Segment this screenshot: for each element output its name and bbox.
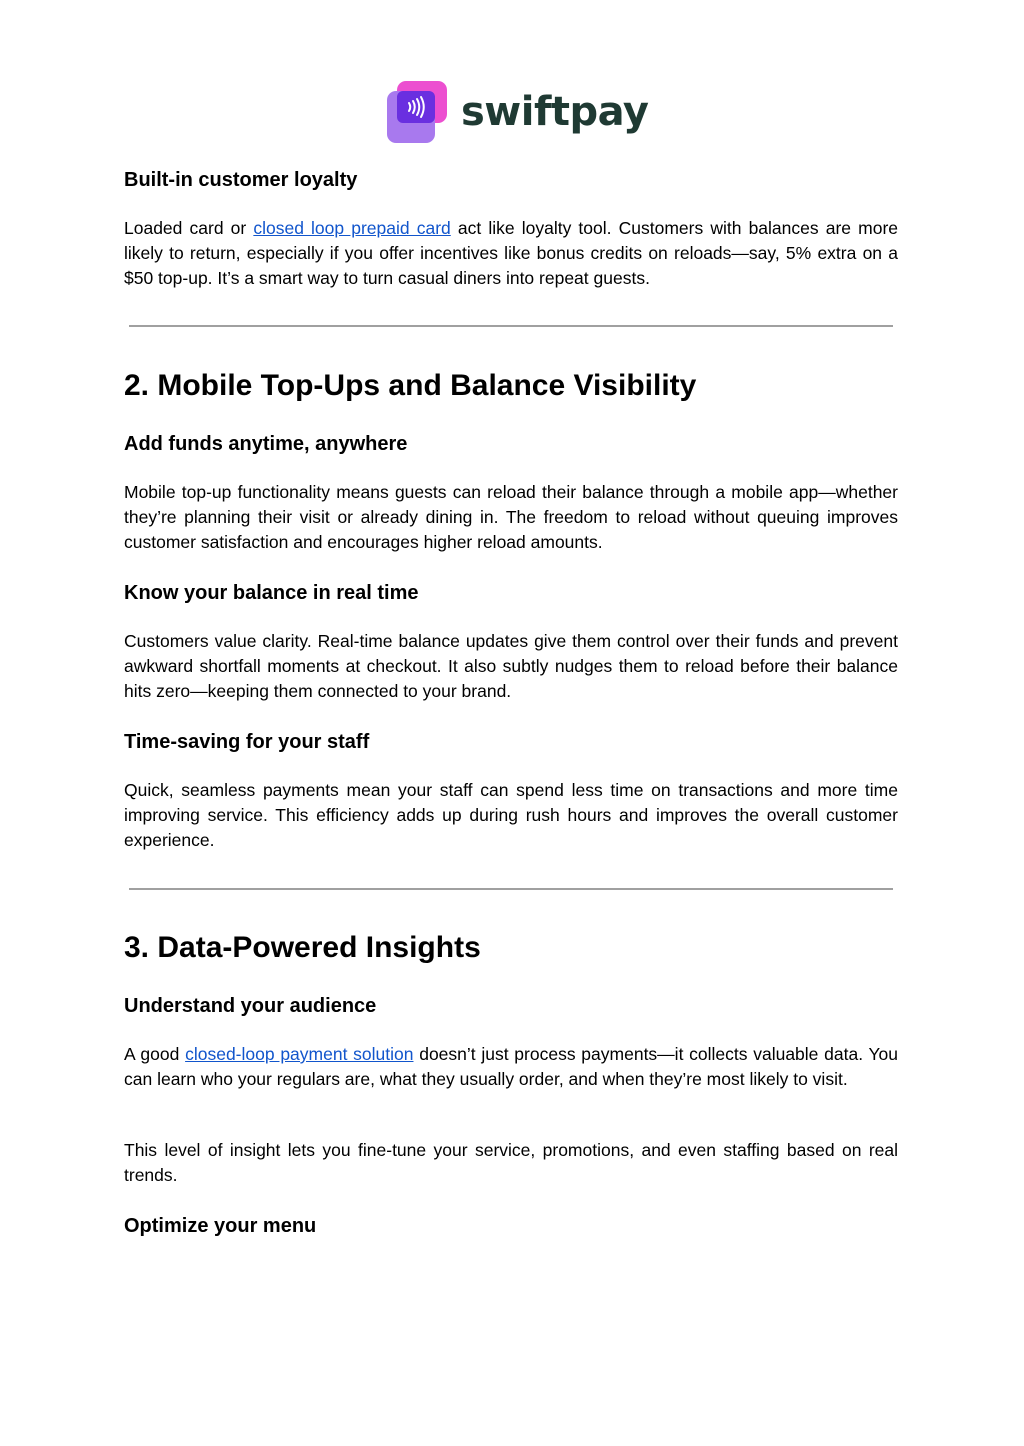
balance-realtime-heading: Know your balance in real time xyxy=(124,582,419,604)
brand-name: swiftpay xyxy=(461,89,649,135)
closed-loop-prepaid-card-link[interactable]: closed loop prepaid card xyxy=(253,218,451,238)
balance-realtime-paragraph: Customers value clarity. Real-time balance updates give them control over their funds and prevent awkward shortfall moments at checkout. It also subtly nudges them to reload before their balance hits zero—keeping them connected to your brand. xyxy=(124,631,898,701)
closed-loop-payment-solution-link[interactable]: closed-loop payment solution xyxy=(185,1044,414,1064)
data-insights-title: 3. Data-Powered Insights xyxy=(124,931,481,964)
optimize-menu-heading: Optimize your menu xyxy=(124,1215,317,1237)
audience-text-end: doesn’t just process payments—it collects valuable data. You can learn who your regulars are, what they usually order, and when they’re most likely to visit. xyxy=(124,1044,898,1089)
loyalty-heading: Built-in customer loyalty xyxy=(124,169,358,191)
understand-audience-heading: Understand your audience xyxy=(124,995,377,1017)
audience-text-start: A good xyxy=(124,1044,186,1064)
mobile-topups-title: 2. Mobile Top-Ups and Balance Visibility xyxy=(124,369,697,402)
add-funds-heading: Add funds anytime, anywhere xyxy=(124,433,408,455)
time-saving-paragraph: Quick, seamless payments mean your staff can spend less time on transactions and more time improving service. This efficiency adds up during rush hours and improves the overall customer experience. xyxy=(124,780,898,850)
loyalty-text-end: act like loyalty tool. Customers with balances are more likely to return, especially if you offer incentives like bonus credits on reloads—say, 5% extra on a $50 top-up. It’s a smart way to turn casual diners into repeat guests. xyxy=(124,218,899,288)
loyalty-text-start: Loaded card or xyxy=(124,218,254,238)
loyalty-paragraph xyxy=(124,216,898,291)
add-funds-paragraph: Mobile top-up functionality means guests can reload their balance through a mobile app—whether they’re planning their visit or already dining in. The freedom to reload without queuing improves customer satisfaction and encourages higher reload amounts. xyxy=(124,482,898,552)
time-saving-heading: Time-saving for your staff xyxy=(124,731,370,753)
section-divider xyxy=(129,888,893,890)
swiftpay-logo xyxy=(387,80,648,144)
understand-audience-paragraph xyxy=(124,1042,898,1092)
insight-paragraph: This level of insight lets you fine-tune your service, promotions, and even staffing based on real trends. xyxy=(124,1140,898,1185)
contactless-payment-icon xyxy=(387,81,449,143)
section-divider xyxy=(129,325,893,327)
